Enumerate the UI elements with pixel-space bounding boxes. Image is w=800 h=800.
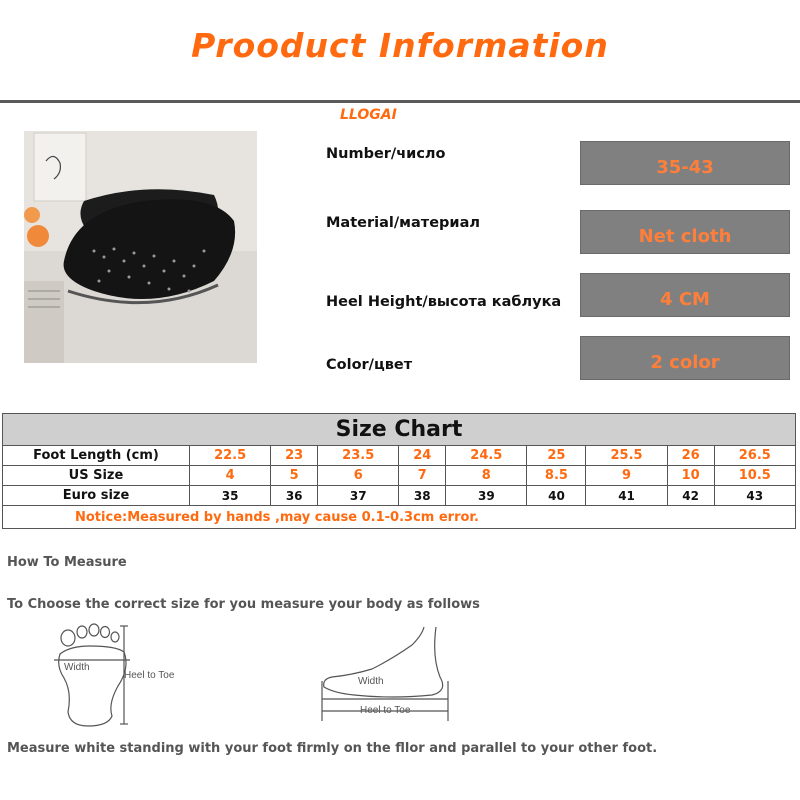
table-cell: 23	[271, 446, 318, 466]
brand-name: LLOGAI	[340, 107, 397, 123]
info-label-heel-height: Heel Height/высота каблука	[326, 294, 562, 310]
table-cell: 38	[399, 486, 446, 506]
foot-width-label: Width	[64, 662, 90, 673]
table-cell: 43	[714, 486, 795, 506]
foot-length-label: Heel to Toe	[124, 670, 175, 681]
loafer-photo-icon	[24, 131, 257, 363]
title-divider	[0, 100, 800, 103]
table-cell: 4	[190, 466, 271, 486]
size-chart-title: Size Chart	[3, 414, 796, 446]
info-label-material: Material/материал	[326, 215, 480, 231]
page-title: Prooduct Information	[191, 26, 609, 65]
table-cell: 8	[446, 466, 527, 486]
table-cell: 39	[446, 486, 527, 506]
size-chart-notice: Notice:Measured by hands ,may cause 0.1-0.3cm error.	[3, 506, 796, 529]
info-value-color: 2 color	[650, 351, 720, 373]
measure-instruction: Measure white standing with your foot firmly on the fllor and parallel to your other foot.	[7, 741, 658, 756]
info-value-material: Net cloth	[638, 225, 732, 247]
table-cell: 23.5	[318, 446, 399, 466]
table-cell: 10	[667, 466, 714, 486]
table-cell: 24	[399, 446, 446, 466]
table-cell: 6	[318, 466, 399, 486]
product-photo	[24, 131, 257, 363]
table-cell: 26.5	[714, 446, 795, 466]
table-cell: 24.5	[446, 446, 527, 466]
table-cell: 8.5	[527, 466, 586, 486]
table-cell: 36	[271, 486, 318, 506]
table-cell: 25.5	[586, 446, 667, 466]
foot-side-diagram	[318, 625, 458, 721]
info-box-material	[580, 210, 790, 254]
table-cell: 10.5	[714, 466, 795, 486]
measure-subheading: To Choose the correct size for you measure your body as follows	[7, 597, 480, 612]
foot-sole-icon	[40, 620, 200, 728]
side-width-label: Width	[358, 676, 384, 687]
table-cell: 35	[190, 486, 271, 506]
table-row	[3, 446, 796, 466]
info-label-color: Color/цвет	[326, 357, 413, 373]
row-label-us-size: US Size	[3, 466, 190, 486]
side-length-label: Heel to Toe	[360, 705, 411, 716]
table-cell: 25	[527, 446, 586, 466]
row-label-euro-size: Euro size	[3, 486, 190, 506]
info-value-number: 35-43	[656, 156, 714, 178]
size-chart-table	[2, 413, 796, 529]
table-cell: 26	[667, 446, 714, 466]
info-box-color	[580, 336, 790, 380]
table-cell: 40	[527, 486, 586, 506]
info-value-heel-height: 4 CM	[660, 288, 710, 310]
table-row	[3, 466, 796, 486]
foot-sole-diagram	[40, 620, 200, 728]
table-cell: 7	[399, 466, 446, 486]
row-label-foot-length: Foot Length (cm)	[3, 446, 190, 466]
table-cell: 42	[667, 486, 714, 506]
table-row	[3, 486, 796, 506]
measure-heading: How To Measure	[7, 555, 127, 570]
info-box-heel-height	[580, 273, 790, 317]
table-cell: 41	[586, 486, 667, 506]
info-box-number	[580, 141, 790, 185]
table-cell: 22.5	[190, 446, 271, 466]
info-label-number: Number/число	[326, 146, 446, 162]
table-cell: 9	[586, 466, 667, 486]
table-cell: 5	[271, 466, 318, 486]
table-cell: 37	[318, 486, 399, 506]
